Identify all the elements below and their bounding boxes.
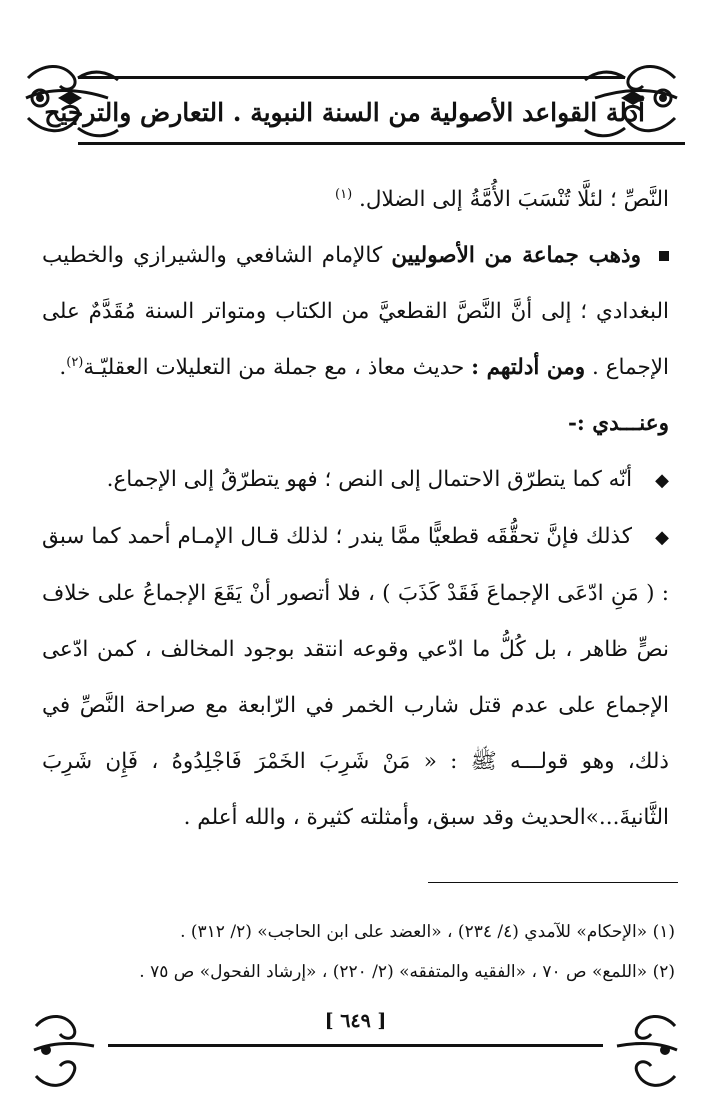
- footer-rule: [108, 1044, 603, 1047]
- diamond-bullet-icon: ◆: [655, 470, 669, 491]
- page-number: [ ٦٤٩ ]: [324, 1010, 387, 1032]
- main-text: [42, 172, 669, 846]
- page-footer: [28, 1006, 683, 1096]
- bullet-item-2: ◆ كذلك فإنَّ تحقُّقَه قطعيًّا ممَّا يندر ؛ لذلك قـال الإمـام أحمد كما سبق : ( مَنِ ادّعَى الإجماعَ فَقَدْ كَذَبَ ) ، فلا أتصور أنْ يَقَعَ الإجماعُ على خلاف نصٍّ ظاهر ، بل كُلُّ ما ادّعي وقوعه انتقد بوجود المخالف ، كمن ادّعى الإجماع على عدم قتل شارب الخمر في الرّابعة مع صراحة النَّصِّ في ذلك، وهو قولـــه ﷺ : « مَنْ شَرِبَ الخَمْرَ فَاجْلِدُوهُ ، فَإِن شَرِبَ الثَّانيةَ...»الحديث وقد سبق، وأمثلته كثيرة ، والله أعلم .: [42, 509, 669, 846]
- footnote-2: (٢) «اللمع» ص ٧٠ ، «الفقيه والمتفقه» (٢/ ٢٢٠) ، «إرشاد الفحول» ص ٧٥ .: [139, 962, 675, 982]
- header-bottom-rule: [78, 142, 685, 145]
- paragraph-2: وذهب جماعة من الأصوليين كالإمام الشافعي والشيرازي والخطيب البغدادي ؛ إلى أنَّ النَّصَّ القطعيَّ من الكتاب ومتواتر السنة مُقَدَّمٌ على الإجماع . ومن أدلتهم : حديث معاذ ، مع جملة من التعليلات العقليّـة$^{(٢)}$.: [42, 243, 669, 380]
- bullet-item-1: ◆ أنّه كما يتطرّق الاحتمال إلى النص ؛ فهو يتطرّقُ إلى الإجماع.: [42, 452, 669, 509]
- paragraph-3: وعنـــدي :-: [567, 411, 669, 436]
- header-top-rule: [78, 76, 625, 79]
- running-title: أدلة القواعد الأصولية من السنة النبوية . التعارض والترجيح: [44, 98, 645, 127]
- square-bullet-icon: [659, 251, 669, 261]
- footnotes: [42, 912, 675, 992]
- footnote-separator: [428, 882, 678, 883]
- footnote-1: (١) «الإحكام» للآمدي (٤/ ٢٣٤) ، «العضد على ابن الحاجب» (٢/ ٣١٢) .: [180, 922, 675, 942]
- paragraph-1: النَّصِّ ؛ لئلَّا تُنْسَبَ الأُمَّةُ إلى الضلال. $^{(١)}$: [335, 186, 669, 212]
- footnote-ref-1[interactable]: (١): [335, 186, 353, 202]
- diamond-bullet-icon: ◆: [655, 527, 669, 548]
- page-header: [18, 58, 685, 148]
- footnote-ref-2[interactable]: (٢): [66, 354, 84, 370]
